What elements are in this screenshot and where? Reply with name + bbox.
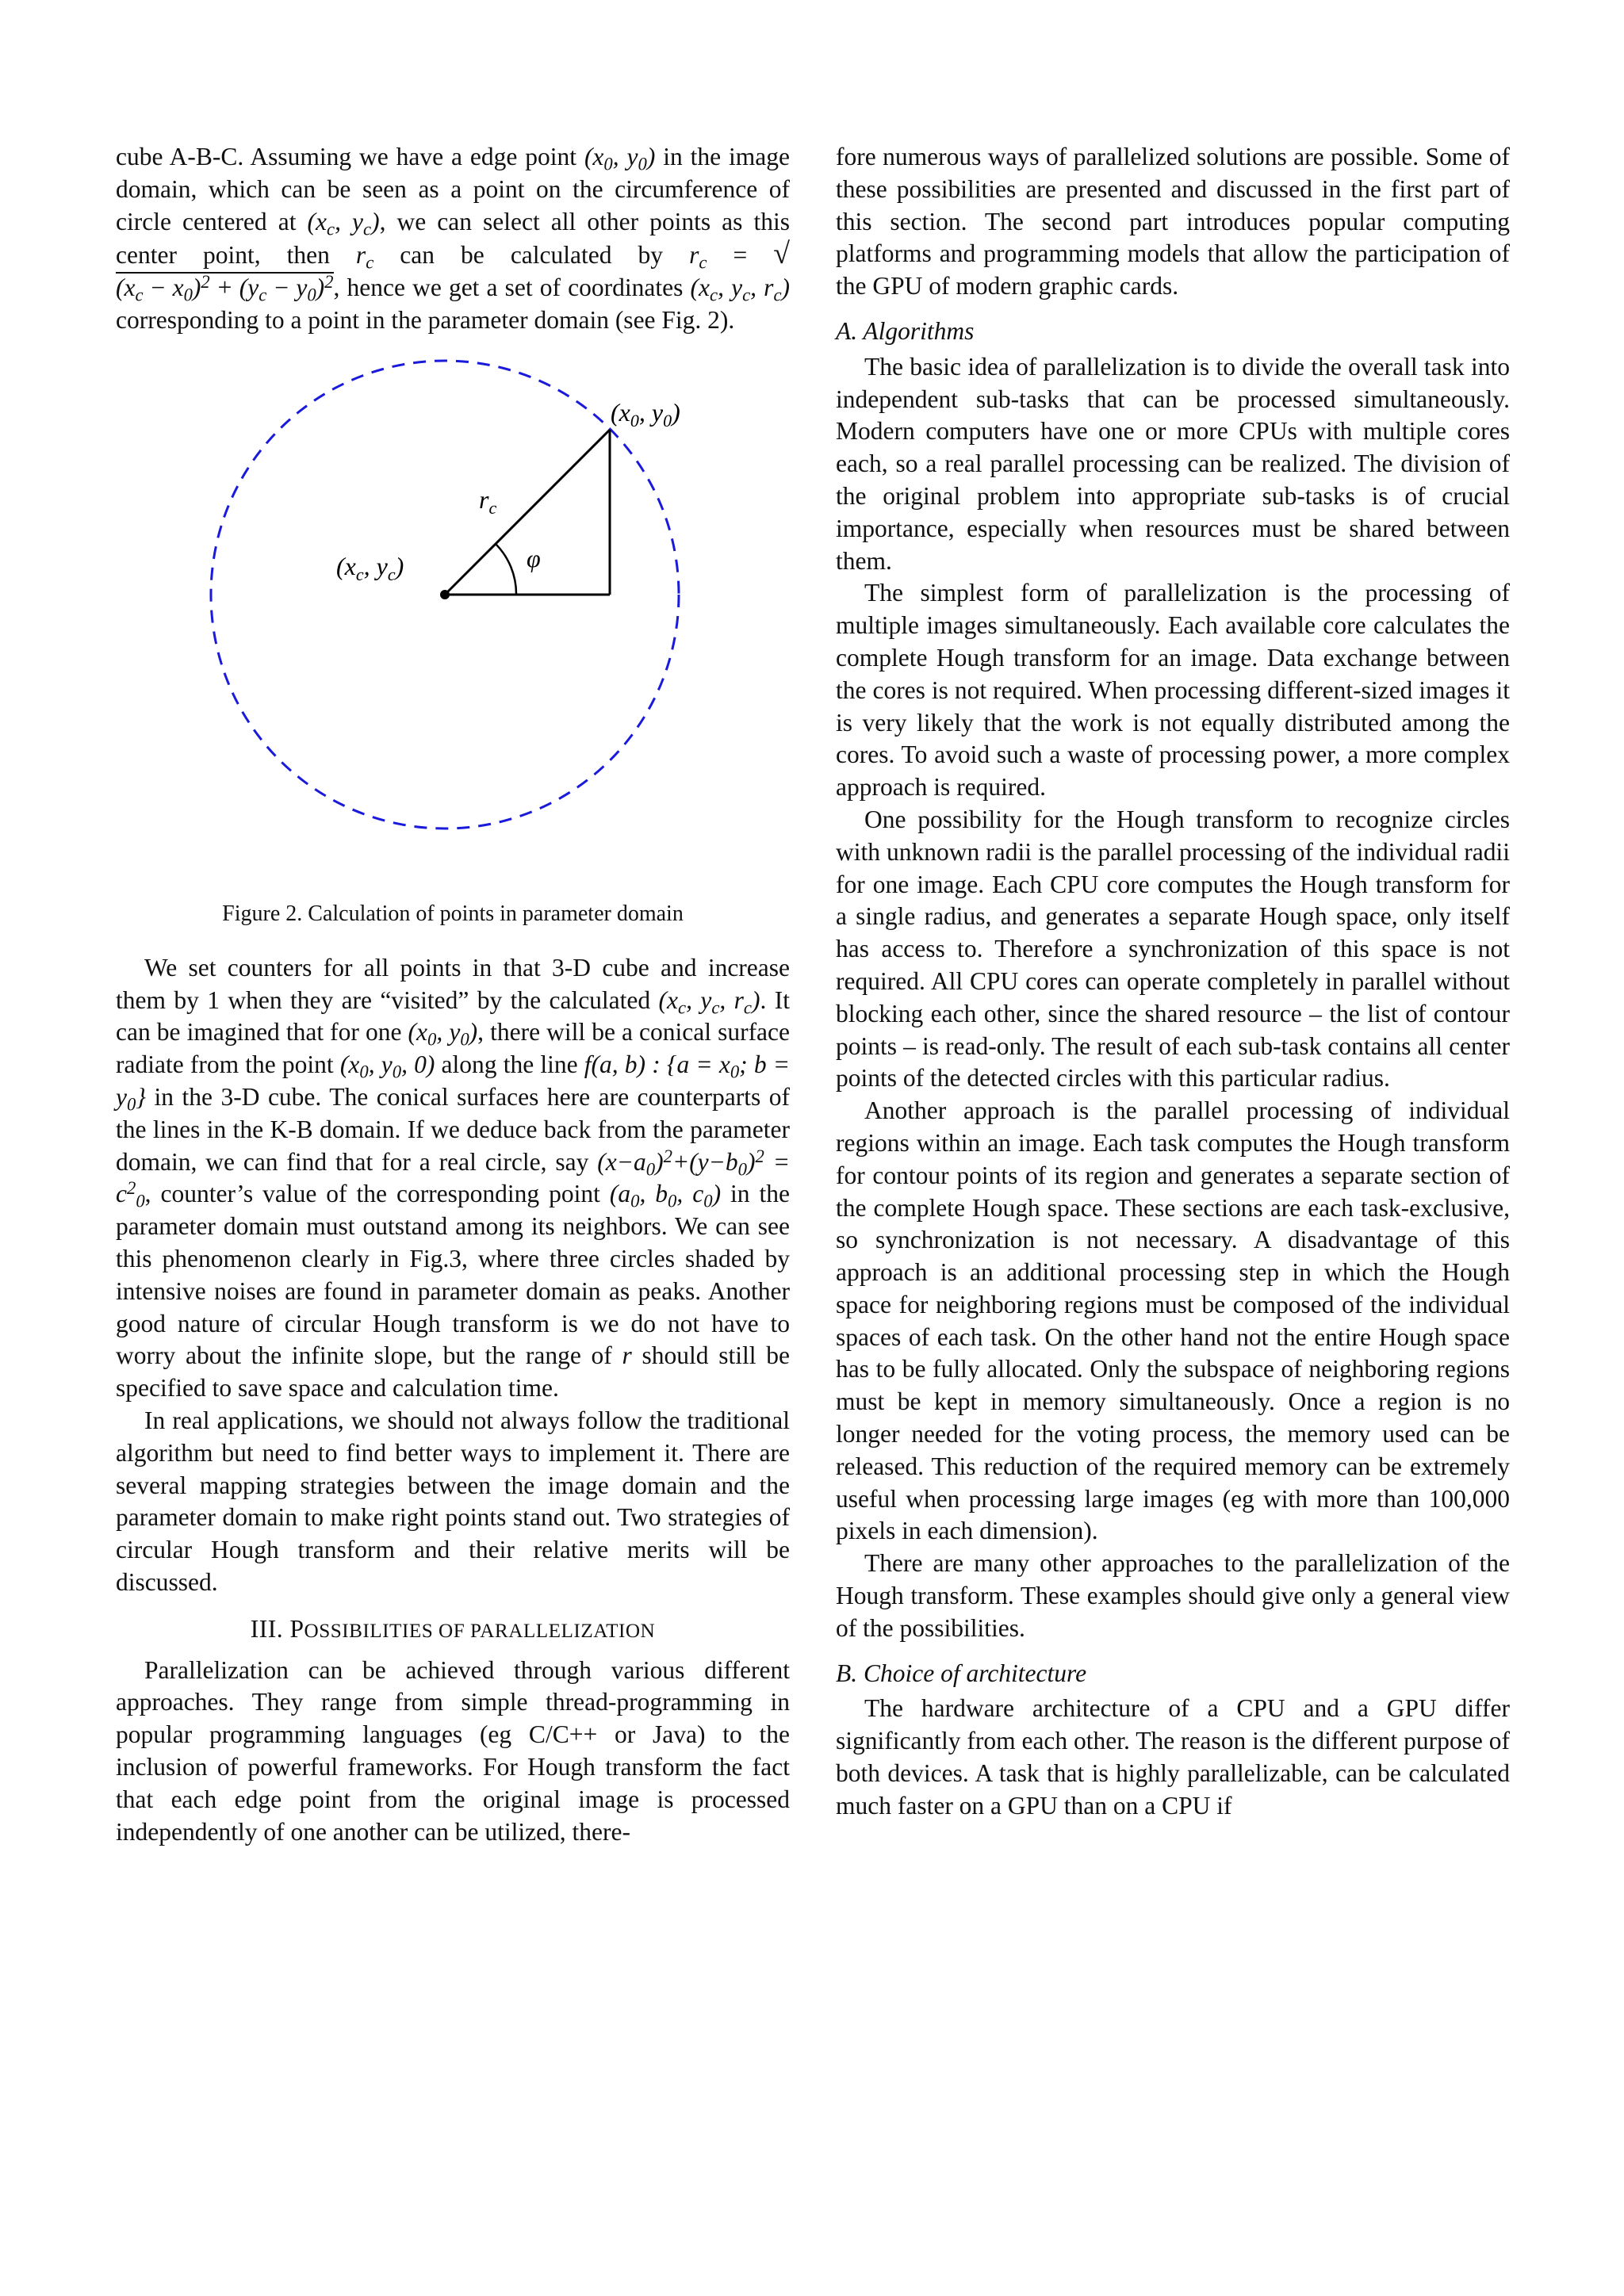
- paragraph-basic-idea: The basic idea of parallelization is to divide the overall task into independent sub-tasks that can be processed simultaneously. Modern computers have one or more CPUs with multiple cores each, so a real parallel processing can be realized. The division of the original problem into appropriate sub-tasks is of crucial importance, especially when resources must be shared between them.: [836, 352, 1510, 575]
- paragraph-other-approaches: There are many other approaches to the parallelization of the Hough transform. These examples should give only a general view of the possibilities.: [836, 1549, 1510, 1642]
- paragraph-continued: fore numerous ways of parallelized solutions are possible. Some of these possibilities are presented and discussed in the first part of this section. The second part introduces popular computing platforms and programming models that allow the participation of the GPU of modern graphic cards.: [836, 143, 1510, 300]
- paragraph-hardware: The hardware architecture of a CPU and a GPU differ significantly from each other. The reason is the different purpose of both devices. A task that is highly parallelizable, can be calculated much faster on a GPU than on a CPU if: [836, 1694, 1510, 1820]
- subsection-heading-algorithms: A. Algorithms: [836, 316, 975, 345]
- paragraph-regions: Another approach is the parallel processing of individual regions within an image. Each task computes the Hough transform for contour points of its region and generates a separate section of the complete Hough space. These sections are each task-exclusive, so synchronization is not necessary. A disadvantage of this approach is an additional processing step in which the Hough space for neighboring regions must be composed of the individual spaces of each task. On the other hand not the entire Hough space has to be fully allocated. Only the subspace of neighboring regions must be kept in memory simultaneously. Once a region is no longer needed for the voting process, the memory used can be released. This reduction of the required memory can be extremely useful when processing large images (eg with more than 100,000 pixels in each dimension).: [836, 1096, 1510, 1545]
- figure-2-caption: Figure 2. Calculation of points in parameter domain: [222, 901, 684, 926]
- subsection-heading-architecture: B. Choice of architecture: [836, 1659, 1087, 1687]
- left-column: [116, 141, 790, 1848]
- figure-2: [116, 351, 790, 900]
- paragraph-parallelization-intro: Parallelization can be achieved through various different approaches. They range from simple thread-programming in popular programming languages (eg C/C++ or Java) to the inclusion of powerful frameworks. For Hough transform the fact that each edge point from the original image is processed independently of one another can be utilized, there-: [116, 1655, 790, 1846]
- figure-2-diagram: [116, 351, 790, 900]
- intro-paragraph: cube A-B-C. Assuming we have a edge point ($x_0$, $y_0$) in the image domain, which can be seen as a point on the circumference of circle centered at ($x_c$, $y_c$), we can select all other points as this center point, then $r_c$ can be calculated by $r_c = √(x_c - x_0)^2 + (y_c - y_0)^2$, hence we get a set of coordinates ($x_c$, $y_c$, $r_c$) corresponding to a point in the parameter domain (see Fig. 2).: [116, 143, 791, 334]
- paragraph-counters: We set counters for all points in that 3-D cube and increase them by 1 when they are “visited” by the calculated ($x_c$, $y_c$, $r_c$). It can be imagined that for one ($x_0$, $y_0$), there will be a conical surface radiate from the point ($x_0$, $y_0$, 0) along the line f(a, b) : {$a = x_0$; $b = y_0$} in the 3-D cube. The conical surfaces here are counterparts of the lines in the K-B domain. If we deduce back from the parameter domain, we can find that for a real circle, say $(x-a_0)^2+(y-b_0)^2 = c^2_0$, counter’s value of the corresponding point ($a_0$, $b_0$, $c_0$) in the parameter domain must outstand among its neighbors. We can see this phenomenon clearly in Fig.3, where three circles shaded by intensive noises are found in parameter domain as peaks. Another good nature of circular Hough transform is we do not have to worry about the infinite slope, but the range of r should still be specified to save space and calculation time.: [116, 953, 791, 1402]
- center-point: [440, 590, 450, 599]
- center-label: ($x_c$, $y_c$): [336, 551, 404, 584]
- paragraph-real-applications: In real applications, we should not always follow the traditional algorithm but need to find better ways to implement it. There are several mapping strategies between the image domain and the parameter domain to make right points stand out. Two strategies of circular Hough transform and their relative merits will be discussed.: [116, 1406, 790, 1596]
- angle-arc: [496, 544, 516, 595]
- right-column: [836, 141, 1510, 1823]
- radius-label: $r_c$: [479, 484, 497, 518]
- edge-point-label: ($x_0$, $y_0$): [611, 397, 680, 430]
- paragraph-radii: One possibility for the Hough transform to recognize circles with unknown radii is the parallel processing of the individual radii for one image. Each CPU core computes the Hough transform for a single radius, and generates a separate Hough space, only itself has access to. Therefore a synchronization of this space is not required. All CPU cores can operate completely in parallel without blocking each other, since the shared resource – the list of contour points – is read-only. The result of each sub-task contains all center points of the detected circles with this particular radius.: [836, 805, 1510, 1093]
- paragraph-simplest-form: The simplest form of parallelization is the processing of multiple images simultaneously. Each available core calculates the complete Hough transform for an image. Data exchange between the cores is not required. When processing different-sized images it is very likely that the work is not equally distributed among the cores. To avoid such a waste of processing power, a more complex approach is required.: [836, 579, 1510, 802]
- section-heading-iii: III. POSSIBILITIES OF PARALLELIZATION: [250, 1614, 656, 1643]
- angle-label: φ: [527, 543, 541, 572]
